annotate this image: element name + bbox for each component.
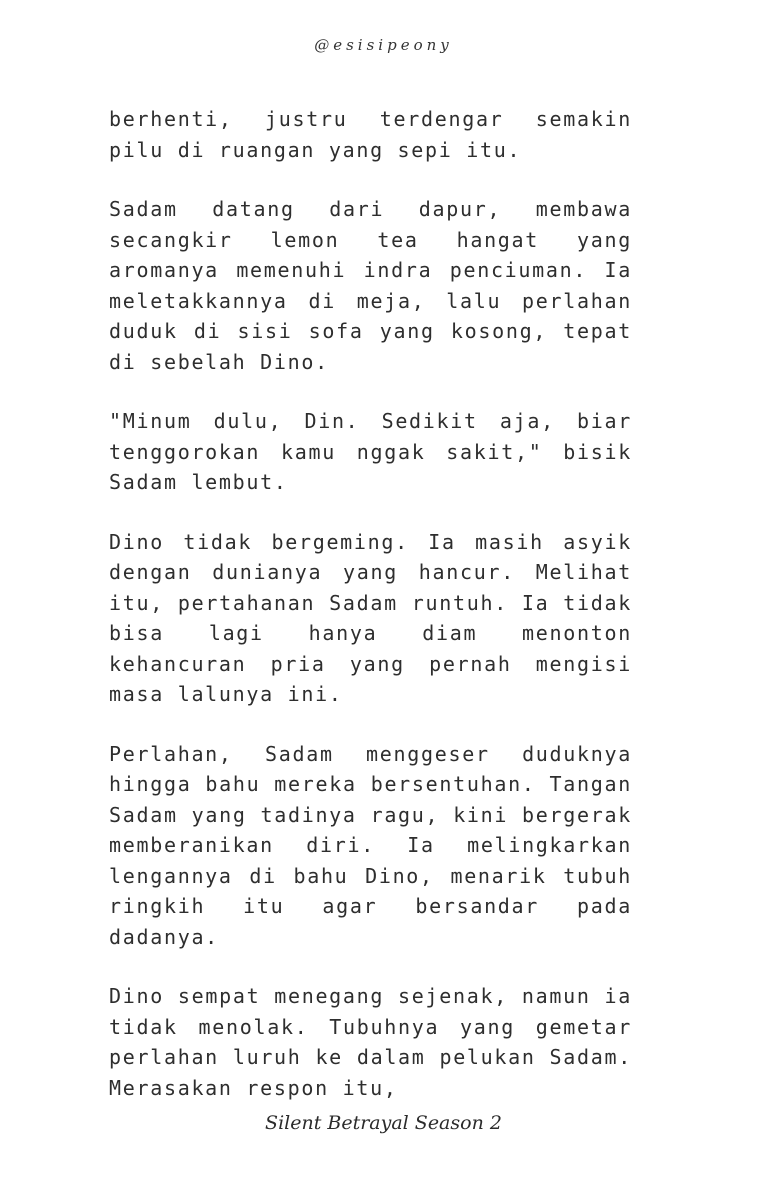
paragraph: "Minum dulu, Din. Sedikit aja, biar tenggorokan kamu nggak sakit," bisik Sadam lembut.: [109, 409, 632, 494]
paragraph: berhenti, justru terdengar semakin pilu di ruangan yang sepi itu.: [109, 107, 632, 162]
paragraph: Dino tidak bergeming. Ia masih asyik dengan dunianya yang hancur. Melihat itu, pertahanan Sadam runtuh. Ia tidak bisa lagi hanya diam menonton kehancuran pria yang pernah mengisi masa lalunya ini.: [109, 529, 632, 706]
paragraph: Dino sempat menegang sejenak, namun ia tidak menolak. Tubuhnya yang gemetar perlahan luruh ke dalam pelukan Sadam. Merasakan respon itu,: [109, 984, 632, 1100]
book-title: Silent Betrayal Season 2: [265, 1112, 502, 1134]
story-text: [109, 104, 632, 1132]
author-handle: @esisipeony: [314, 36, 453, 54]
paragraph: Perlahan, Sadam menggeser duduknya hingga bahu mereka bersentuhan. Tangan Sadam yang tadinya ragu, kini bergerak memberanikan diri. Ia melingkarkan lengannya di bahu Dino, menarik tubuh ringkih itu agar bersandar pada dadanya.: [109, 741, 632, 949]
paragraph: Sadam datang dari dapur, membawa secangkir lemon tea hangat yang aromanya memenuhi indra penciuman. Ia meletakkannya di meja, lalu perlahan duduk di sisi sofa yang kosong, tepat di sebelah Dino.: [109, 197, 632, 374]
